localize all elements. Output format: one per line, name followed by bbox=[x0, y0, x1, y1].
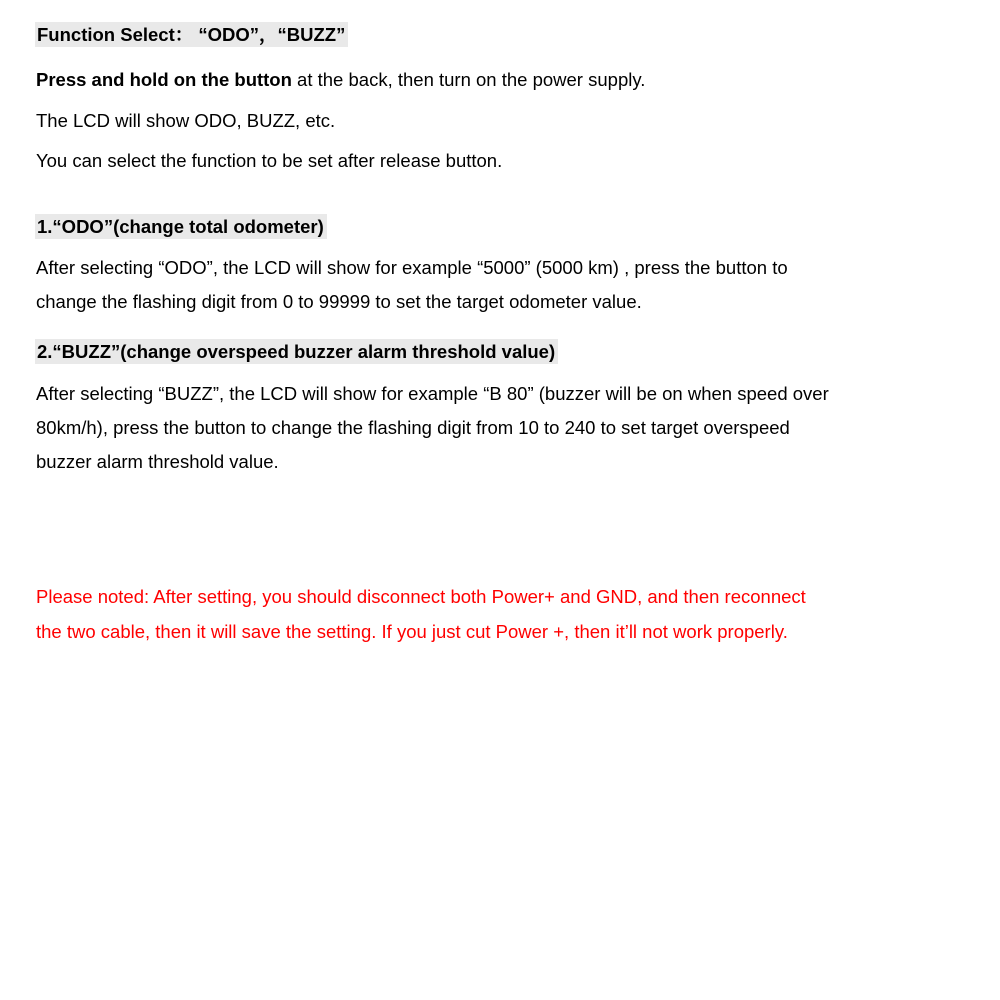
note-line-1: Please noted: After setting, you should disconnect both Power+ and GND, and then reconnect bbox=[36, 586, 806, 607]
intro-line-2: The LCD will show ODO, BUZZ, etc. bbox=[36, 110, 336, 131]
note-line-2: the two cable, then it will save the setting. If you just cut Power +, then it’ll not work properly. bbox=[36, 621, 788, 642]
page-title: Function Select： “ODO”，“BUZZ” bbox=[35, 22, 348, 47]
buzz-heading: 2.“BUZZ”(change overspeed buzzer alarm threshold value) bbox=[35, 339, 558, 364]
odo-heading-row bbox=[36, 216, 327, 238]
intro-line-1 bbox=[36, 69, 645, 91]
buzz-text-line-2: 80km/h), press the button to change the flashing digit from 10 to 240 to set target overspeed bbox=[36, 417, 790, 438]
intro-text: at the back, then turn on the power supply. bbox=[291, 69, 646, 90]
odo-heading: 1.“ODO”(change total odometer) bbox=[35, 214, 327, 239]
title-row bbox=[36, 24, 348, 46]
buzz-text-line-3: buzzer alarm threshold value. bbox=[36, 451, 279, 472]
odo-text-line-1: After selecting “ODO”, the LCD will show for example “5000” (5000 km) , press the button to bbox=[36, 257, 788, 278]
buzz-heading-row bbox=[36, 341, 558, 363]
odo-text-line-2: change the flashing digit from 0 to 99999 to set the target odometer value. bbox=[36, 291, 642, 312]
intro-bold-text: Press and hold on the button bbox=[36, 69, 292, 90]
buzz-text-line-1: After selecting “BUZZ”, the LCD will show for example “B 80” (buzzer will be on when speed over bbox=[36, 383, 829, 404]
intro-line-3: You can select the function to be set after release button. bbox=[36, 150, 503, 171]
